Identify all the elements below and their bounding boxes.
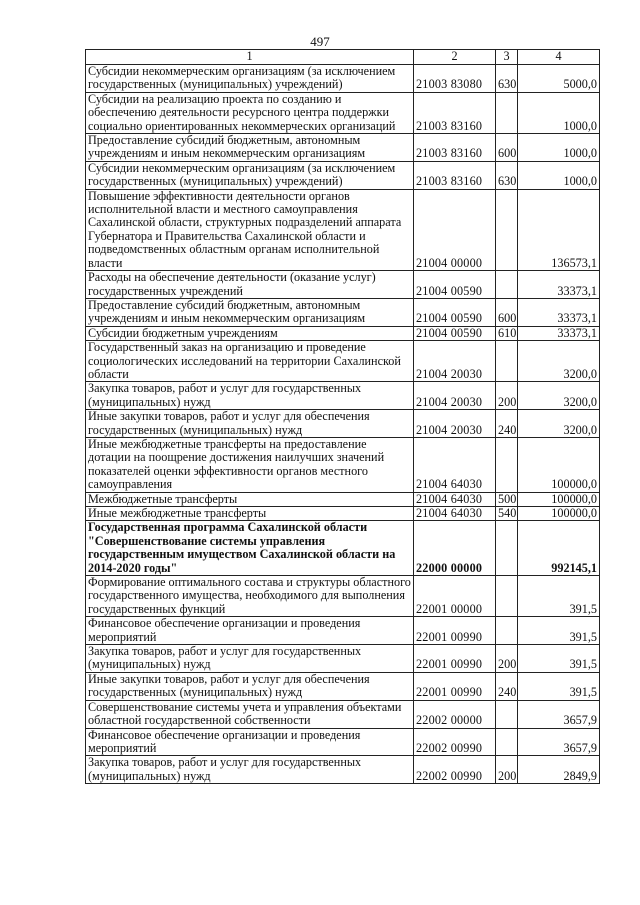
row-name-cell: Межбюджетные трансферты [86,492,414,506]
table-row [86,92,600,133]
row-name-cell: Государственная программа Сахалинской области "Совершенствование системы управления государственным имуществом Сахалинской области на 2014-2020 годы" [86,521,414,576]
row-amount-cell: 1000,0 [518,92,600,133]
budget-table [85,49,600,784]
row-code-cell: 21003 83080 [414,65,496,93]
row-code-cell: 21004 00590 [414,298,496,326]
row-code-cell: 21004 00590 [414,326,496,340]
row-amount-cell: 391,5 [518,645,600,673]
table-row [86,645,600,673]
row-name-cell: Закупка товаров, работ и услуг для государственных (муниципальных) нужд [86,756,414,784]
row-amount-cell: 100000,0 [518,492,600,506]
row-name-cell: Закупка товаров, работ и услуг для государственных (муниципальных) нужд [86,382,414,410]
row-name-cell: Расходы на обеспечение деятельности (оказание услуг) государственных учреждений [86,271,414,299]
row-amount-cell: 3657,9 [518,728,600,756]
row-amount-cell: 1000,0 [518,161,600,189]
row-name-cell: Финансовое обеспечение организации и проведения мероприятий [86,617,414,645]
header-col-1: 1 [86,50,414,65]
header-col-4: 4 [518,50,600,65]
table-row [86,341,600,382]
table-row [86,65,600,93]
row-name-cell: Иные закупки товаров, работ и услуг для обеспечения государственных (муниципальных) нужд [86,672,414,700]
table-row [86,617,600,645]
row-code-cell: 21004 20030 [414,341,496,382]
table-row [86,271,600,299]
row-name-cell: Субсидии на реализацию проекта по созданию и обеспечению деятельности ресурсного центра поддержки социально ориентированных некоммерческих организаций [86,92,414,133]
page-number: 497 [310,34,330,49]
table-row [86,437,600,492]
row-amount-cell: 33373,1 [518,326,600,340]
row-type-cell [496,521,518,576]
row-name-cell: Совершенствование системы учета и управления объектами областной государственной собственности [86,700,414,728]
table-row [86,521,600,576]
row-name-cell: Субсидии некоммерческим организациям (за исключением государственных (муниципальных) учреждений) [86,161,414,189]
table-row [86,507,600,521]
table-header-row [86,50,600,65]
row-code-cell: 21004 20030 [414,382,496,410]
row-type-cell: 200 [496,382,518,410]
header-col-2: 2 [414,50,496,65]
row-name-cell: Иные межбюджетные трансферты на предоставление дотации на поощрение достижения наилучших значений показателей оценки эффективности органов местного самоуправления [86,437,414,492]
row-name-cell: Закупка товаров, работ и услуг для государственных (муниципальных) нужд [86,645,414,673]
row-code-cell: 21003 83160 [414,161,496,189]
row-name-cell: Предоставление субсидий бюджетным, автономным учреждениям и иным некоммерческим организациям [86,134,414,162]
row-amount-cell: 391,5 [518,617,600,645]
row-code-cell: 22001 00990 [414,672,496,700]
row-type-cell [496,437,518,492]
row-type-cell [496,700,518,728]
row-type-cell: 240 [496,410,518,438]
row-name-cell: Предоставление субсидий бюджетным, автономным учреждениям и иным некоммерческим организациям [86,298,414,326]
row-type-cell: 600 [496,298,518,326]
row-amount-cell: 2849,9 [518,756,600,784]
row-amount-cell: 3200,0 [518,410,600,438]
row-amount-cell: 100000,0 [518,437,600,492]
row-name-cell: Иные закупки товаров, работ и услуг для обеспечения государственных (муниципальных) нужд [86,410,414,438]
table-row [86,382,600,410]
row-amount-cell: 1000,0 [518,134,600,162]
table-row [86,756,600,784]
row-type-cell [496,92,518,133]
table-row [86,492,600,506]
row-amount-cell: 3200,0 [518,382,600,410]
row-name-cell: Финансовое обеспечение организации и проведения мероприятий [86,728,414,756]
row-code-cell: 21003 83160 [414,92,496,133]
row-type-cell [496,576,518,617]
row-name-cell: Субсидии бюджетным учреждениям [86,326,414,340]
row-type-cell: 630 [496,65,518,93]
row-code-cell: 21004 20030 [414,410,496,438]
row-code-cell: 21004 00590 [414,271,496,299]
row-amount-cell: 391,5 [518,672,600,700]
table-row [86,298,600,326]
table-row [86,326,600,340]
row-type-cell [496,341,518,382]
row-type-cell: 500 [496,492,518,506]
row-type-cell: 600 [496,134,518,162]
row-name-cell: Государственный заказ на организацию и проведение социологических исследований на территории Сахалинской области [86,341,414,382]
row-code-cell: 21004 64030 [414,437,496,492]
table-row [86,134,600,162]
row-type-cell [496,728,518,756]
row-type-cell: 610 [496,326,518,340]
row-name-cell: Формирование оптимального состава и структуры областного государственного имущества, необходимого для выполнения государственных функций [86,576,414,617]
row-code-cell: 22002 00990 [414,756,496,784]
row-code-cell: 22001 00990 [414,645,496,673]
row-code-cell: 21003 83160 [414,134,496,162]
row-code-cell: 22001 00990 [414,617,496,645]
row-name-cell: Субсидии некоммерческим организациям (за исключением государственных (муниципальных) учреждений) [86,65,414,93]
row-code-cell: 21004 00000 [414,189,496,270]
row-amount-cell: 3657,9 [518,700,600,728]
row-type-cell [496,617,518,645]
table-body [86,65,600,784]
row-code-cell: 22000 00000 [414,521,496,576]
row-amount-cell: 5000,0 [518,65,600,93]
row-code-cell: 21004 64030 [414,507,496,521]
table-row [86,576,600,617]
row-type-cell: 200 [496,645,518,673]
row-code-cell: 21004 64030 [414,492,496,506]
row-type-cell [496,189,518,270]
row-amount-cell: 33373,1 [518,271,600,299]
row-type-cell: 540 [496,507,518,521]
table-row [86,161,600,189]
row-code-cell: 22002 00000 [414,700,496,728]
row-type-cell: 630 [496,161,518,189]
row-code-cell: 22001 00000 [414,576,496,617]
row-amount-cell: 992145,1 [518,521,600,576]
row-name-cell: Повышение эффективности деятельности органов исполнительной власти и местного самоуправления Сахалинской области, структурных подразделений аппарата Губернатора и Правительства Сахалинской области и подведомственных областным органам исполнительной власти [86,189,414,270]
row-type-cell [496,271,518,299]
row-code-cell: 22002 00990 [414,728,496,756]
header-col-3: 3 [496,50,518,65]
table-row [86,728,600,756]
row-name-cell: Иные межбюджетные трансферты [86,507,414,521]
row-amount-cell: 136573,1 [518,189,600,270]
row-amount-cell: 33373,1 [518,298,600,326]
table-row [86,700,600,728]
table-row [86,672,600,700]
row-amount-cell: 3200,0 [518,341,600,382]
table-row [86,410,600,438]
row-type-cell: 240 [496,672,518,700]
row-type-cell: 200 [496,756,518,784]
row-amount-cell: 100000,0 [518,507,600,521]
row-amount-cell: 391,5 [518,576,600,617]
table-row [86,189,600,270]
